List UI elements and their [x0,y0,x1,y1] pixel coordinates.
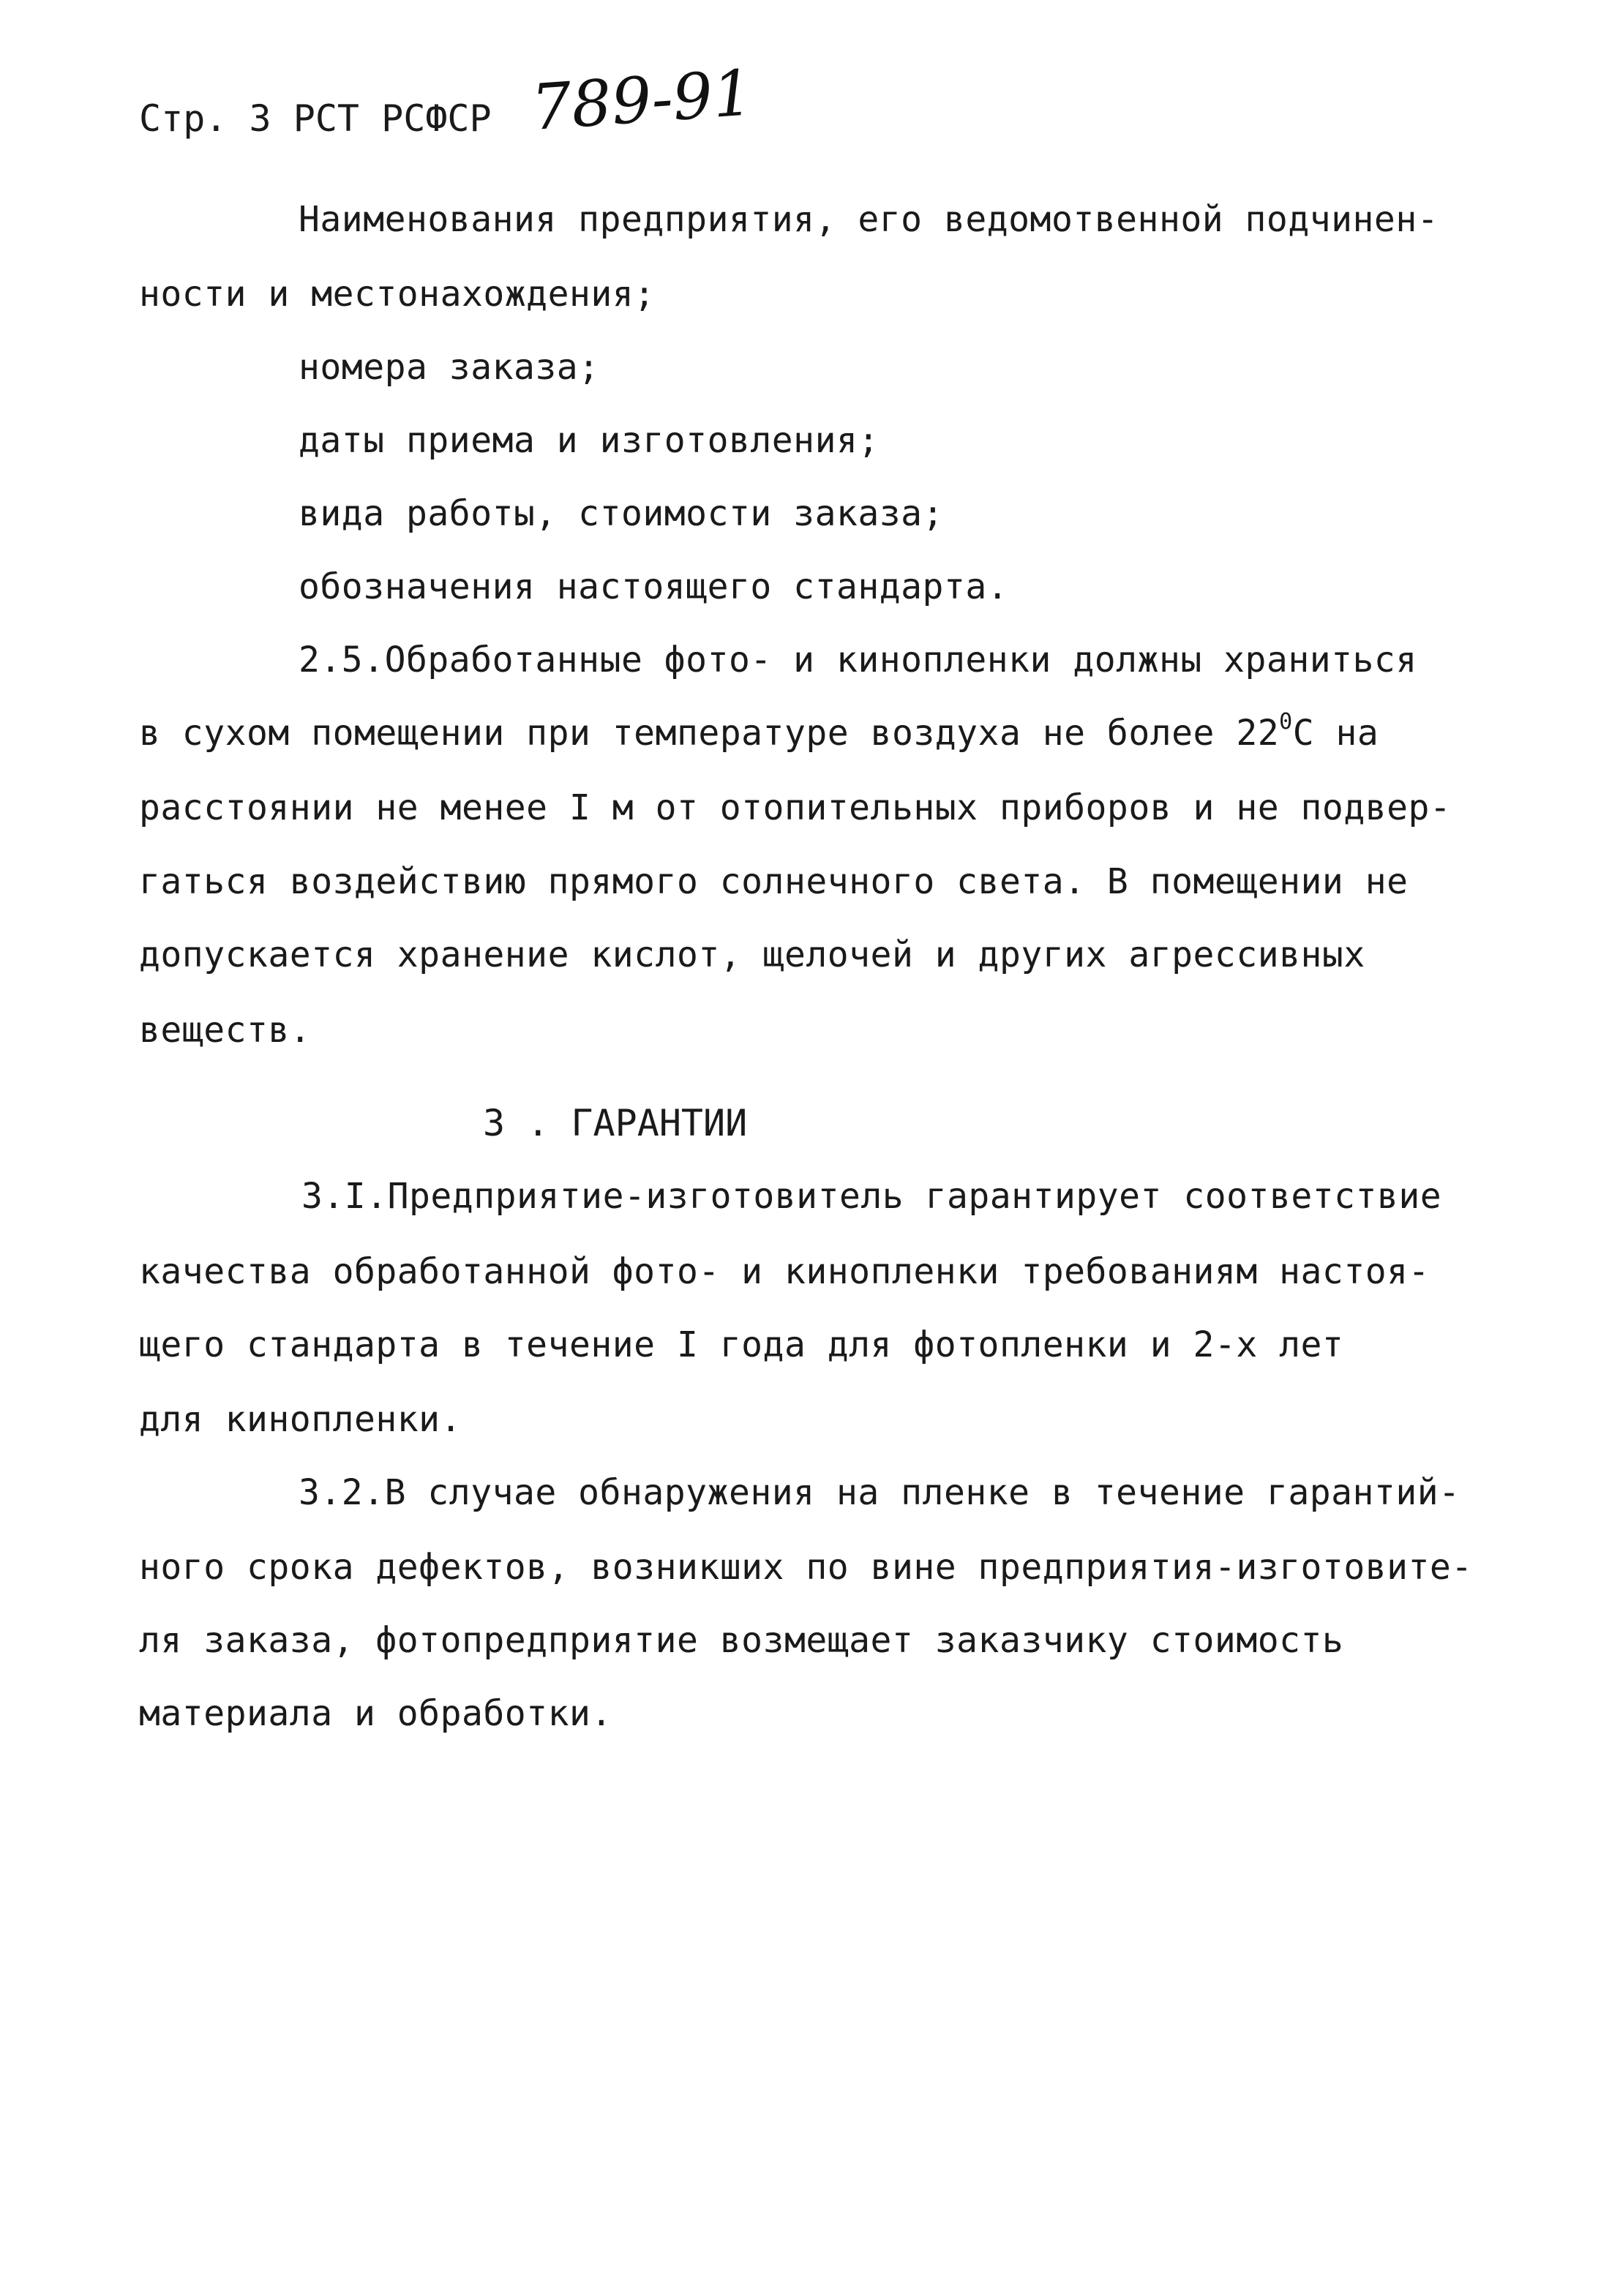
section-3-heading: 3 . ГАРАНТИИ [483,1102,748,1144]
standard-number-handwritten: 789-91 [529,56,756,145]
clause-2-5-line-5: допускается хранение кислот, щелочей и других агрессивных [139,934,1365,975]
clause-3-2-line-4: материала и обработки. [139,1693,612,1734]
degree-sign: 0 [1279,709,1293,735]
clause-3-1-line-1: 3.I.Предприятие-изготовитель гарантирует соответствие [301,1176,1442,1217]
clause-3-2-line-3: ля заказа, фотопредприятие возмещает заказчику стоимость [139,1620,1344,1661]
clause-2-5-line-2 [139,711,1379,755]
clause-3-1-line-3: щего стандарта в течение I года для фотопленки и 2-х лет [139,1324,1344,1365]
list-line-5: вида работы, стоимости заказа; [299,493,944,534]
clause-3-2-line-1: 3.2.В случае обнаружения на пленке в течение гарантий- [299,1472,1460,1513]
clause-2-5-line-1: 2.5.Обработанные фото- и кинопленки должны храниться [299,639,1417,680]
clause-2-5-line-6: веществ. [139,1010,312,1051]
list-line-1: Наименования предприятия, его ведомотвенной подчинен- [299,199,1439,240]
clause-3-1-line-4: для кинопленки. [139,1399,462,1440]
list-line-2: ности и местонахождения; [139,274,656,315]
clause-2-5-line-2-tail: С на [1292,713,1379,754]
page-header-label: Стр. 3 РСТ РСФСР [139,97,492,140]
clause-3-2-line-2: ного срока дефектов, возникших по вине предприятия-изготовите- [139,1547,1473,1588]
clause-2-5-line-3: расстоянии не менее I м от отопительных приборов и не подвер- [139,787,1452,828]
list-line-4: даты приема и изготовления; [299,420,880,461]
list-line-3: номера заказа; [299,347,600,388]
clause-2-5-line-2-text: в сухом помещении при температуре воздуха не более 22 [139,713,1280,754]
clause-3-1-line-2: качества обработанной фото- и кинопленки требованиям настоя- [139,1251,1430,1292]
clause-2-5-line-4: гаться воздействию прямого солнечного света. В помещении не [139,861,1409,902]
list-line-6: обозначения настоящего стандарта. [299,566,1009,607]
